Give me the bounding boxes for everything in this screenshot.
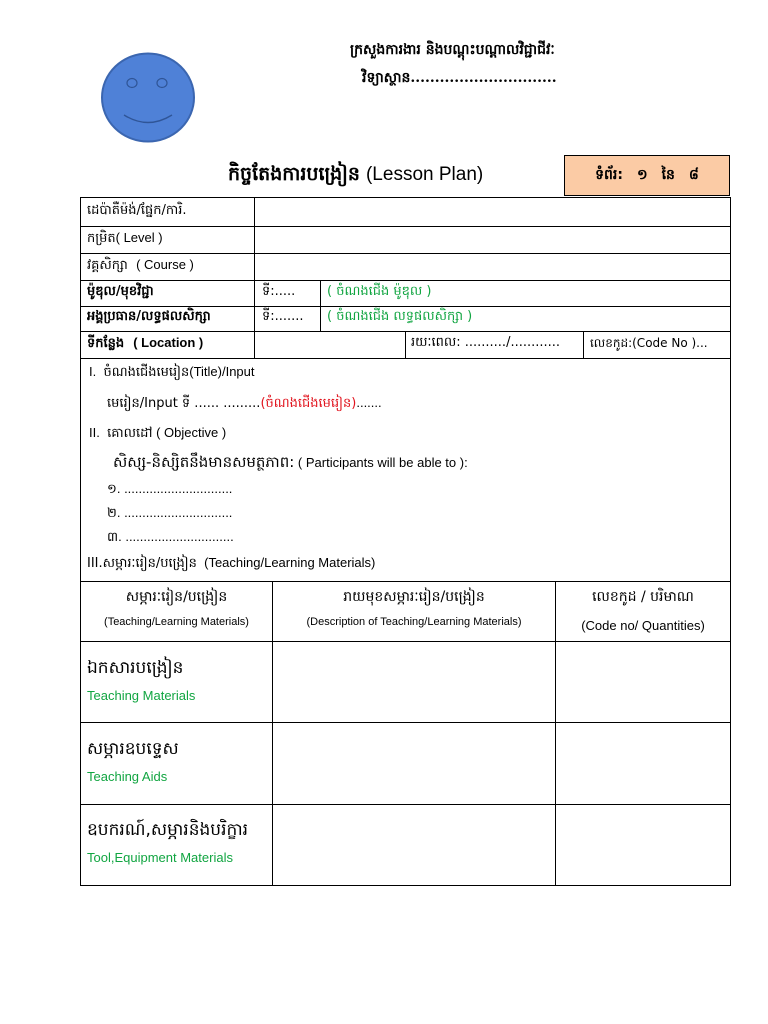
materials-col1-km: សម្ភារៈរៀន/បង្រៀន xyxy=(125,589,228,605)
materials-col2-km: រាយមុខសម្ភារៈរៀន/បង្រៀន xyxy=(343,589,485,605)
materials-row-2-en: Teaching Aids xyxy=(87,769,168,784)
materials-col3-en: (Code no/ Quantities) xyxy=(581,618,705,633)
objective-item-3: ៣. .............................. xyxy=(107,529,234,544)
course-label-km: វគ្គសិក្សា xyxy=(87,258,128,273)
section2-heading-km: គោលដៅ xyxy=(107,426,153,441)
lesson-input-line xyxy=(107,395,382,414)
ministry-name: ក្រសួងការងារ និងបណ្តុះបណ្តាលវិជ្ជាជីវៈ xyxy=(350,42,555,58)
materials-col2-header xyxy=(273,587,555,628)
module-title: ( ចំណងជើង ម៉ូឌុល ) xyxy=(327,284,432,299)
lesson-prefix: មេរៀន/Input ទី ...... ......... xyxy=(107,396,261,411)
materials-row-1-en: Teaching Materials xyxy=(87,688,196,703)
outcome-number: ទី:....... xyxy=(262,309,304,324)
page-label: ទំព័រ: xyxy=(595,167,623,183)
title-en: (Lesson Plan) xyxy=(365,164,484,185)
materials-col2-en: (Description of Teaching/Learning Materials) xyxy=(306,616,522,628)
section2-heading-en: ( Objective ) xyxy=(156,425,227,440)
materials-row-3-en: Tool,Equipment Materials xyxy=(87,850,233,865)
section3-heading-km: III.សម្ភារៈរៀន/បង្រៀន xyxy=(87,556,197,571)
objective-item-2: ២. .............................. xyxy=(107,505,233,520)
page-current: ១ xyxy=(636,167,648,183)
section3-heading-en: (Teaching/Learning Materials) xyxy=(204,555,376,570)
materials-row-2-km: សម្ភារឧបទ្ទេស xyxy=(87,739,179,759)
department-label: ដេប៉ាតឺម៉ង់/ផ្នែក/ការិ. xyxy=(87,203,187,218)
section2-heading xyxy=(89,425,226,444)
section1-num: I. xyxy=(89,364,97,379)
materials-row-1-km: ឯកសារបង្រៀន xyxy=(87,658,184,678)
materials-row-2 xyxy=(87,738,179,784)
section1-heading-en: (Title)/Input xyxy=(189,364,255,379)
section1-heading xyxy=(89,364,255,383)
page-number-box xyxy=(564,155,730,196)
section3-heading xyxy=(87,555,375,574)
participants-line xyxy=(113,453,468,475)
module-label: ម៉ូឌុល/មុខវិជ្ជា xyxy=(87,284,154,299)
module-number-text: ទី:..... xyxy=(262,284,296,299)
page-total: ៨ xyxy=(688,167,699,183)
module-number xyxy=(262,284,295,300)
location-label-en: ( Location ) xyxy=(133,335,204,350)
level-label xyxy=(87,230,163,247)
materials-row-1 xyxy=(87,657,195,703)
level-label-km: កម្រិត xyxy=(87,231,116,246)
participants-en: ( Participants will be able to ): xyxy=(297,455,468,470)
materials-row-3 xyxy=(87,819,248,865)
course-label-en: ( Course ) xyxy=(136,257,194,272)
materials-row-3-km: ឧបករណ៍,សម្ភារនិងបរិក្ខារ xyxy=(87,820,249,840)
duration-label: រយៈពេល: ........../............ xyxy=(411,335,561,350)
page-title xyxy=(228,162,483,190)
outcome-title: ( ចំណងជើង លទ្ធផលសិក្សា ) xyxy=(327,309,473,324)
level-label-en: ( Level ) xyxy=(115,230,163,245)
materials-col3-km: លេខកូដ / បរិមាណ xyxy=(592,589,694,605)
lesson-suffix: ....... xyxy=(356,395,382,410)
lesson-plan-form xyxy=(80,197,731,886)
page-of: នៃ xyxy=(661,167,675,183)
participants-km: សិស្ស-និស្សិតនឹងមានសមត្ថភាព: xyxy=(113,453,295,471)
location-label xyxy=(87,335,203,352)
materials-col1-header xyxy=(81,587,272,628)
materials-col3-header xyxy=(556,587,730,633)
section1-heading-km: ចំណងជើងមេរៀន xyxy=(103,365,190,380)
course-label xyxy=(87,257,194,274)
institute-name: វិទ្យាស្ថាន.............................. xyxy=(362,70,557,86)
section2-num: II. xyxy=(89,425,100,440)
title-km: កិច្ចតែងការបង្រៀន xyxy=(228,163,360,185)
code-label: លេខកូដ:(Code No )... xyxy=(590,336,708,350)
objective-item-1: ១. .............................. xyxy=(107,481,233,496)
materials-col1-en: (Teaching/Learning Materials) xyxy=(104,616,249,628)
lesson-title-placeholder: (ចំណងជើងមេរៀន) xyxy=(260,396,357,411)
location-label-km: ទីកន្លែង xyxy=(87,336,125,351)
outcome-label: អង្គប្រធាន/លទ្ធផលសិក្សា xyxy=(87,309,211,324)
smiley-logo-icon xyxy=(100,52,196,143)
